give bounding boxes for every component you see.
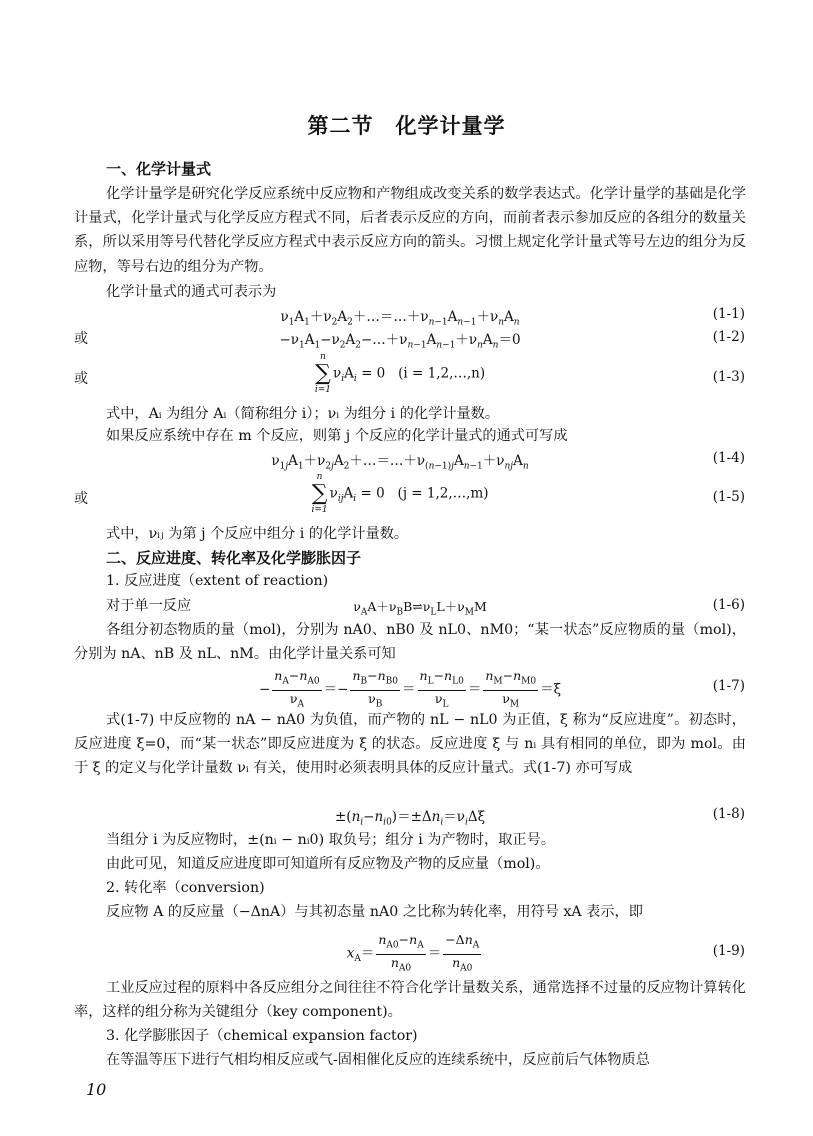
equation-1-4: $\nu_{1j}A_1+\nu_{2j}A_2+\dots=\dots+\nu_{(n-1)j}A_{n-1}+\nu_{nj}A_n$ (271, 453, 529, 472)
paragraph-conversion-definition: 反应物 A 的反应量（−ΔnA）与其初态量 nA0 之比称为转化率，用符号 xA 表示，即 (106, 904, 643, 920)
paragraph-single-reaction: 对于单一反应 (106, 598, 192, 614)
equation-1-2: $-\nu_1A_1-\nu_2A_2-\dots+\nu_{n-1}A_{n-1}+\nu_nA_n=0$ (279, 332, 521, 351)
equation-range: (i = 1,2,…,n) (398, 365, 486, 382)
equation-number: (1-8) (712, 806, 745, 822)
equation-1-7: − $\frac{n_A-n_{A0}}{\nu_A}$ ＝− $\frac{n_B-n_{B0}}{\nu_B}$ ＝ $\frac{n_L-n_{L0}}{\nu_L}$ ＝ $\frac{n_M-n_{M0}}{\nu_M}$ ＝ξ (258, 668, 562, 709)
paragraph-general-form: 化学计量式的通式可表示为 (106, 284, 277, 300)
paragraph-stoichiometry-intro: 化学计量学是研究化学反应系统中反应物和产物组成改变关系的数学表达式。化学计量学的基础是化学计量式，化学计量式与化学反应方程式不同，后者表示反应的方向，而前者表示参加反应的各组分的数量关系，所以采用等号代替化学反应方程式中表示反应方向的箭头。习惯上规定化学计量式等号左边的组分为反应物，等号右边的组分为产物。 (74, 186, 746, 275)
paragraph-initial-amounts: 各组分初态物质的量（mol)，分别为 nA0、nB0 及 nL0、nM0；“某一状态”反应物质的量（mol)，分别为 nA、nB 及 nL、nM。由化学计量关系可知 (74, 622, 746, 663)
equation-range: (j = 1,2,…,m) (397, 485, 489, 502)
equation-1-5: n ∑ i=1 $\nu_{ij}A_i = 0$ (j = 1,2,…,m) (311, 472, 489, 515)
equation-1-3: n ∑ i=1 $\nu_iA_i = 0$ (i = 1,2,…,n) (314, 352, 486, 395)
paragraph-where-ai: 式中，Aᵢ 为组分 Aᵢ（简称组分 i）；νᵢ 为组分 i 的化学计量数。 (106, 406, 500, 422)
or-label: 或 (74, 491, 88, 507)
equation-1-8: $\pm(n_i-n_{i0})=\pm\Delta n_i=\nu_i\Delta\xi$ (334, 809, 486, 828)
or-label: 或 (74, 371, 88, 387)
equation-number: (1-9) (712, 943, 745, 959)
equation-number: (1-2) (712, 329, 745, 345)
section-heading-1: 一、化学计量式 (106, 160, 212, 178)
paragraph-sign-rule: 当组分 i 为反应物时，±(nᵢ − nᵢ0) 取负号；组分 i 为产物时，取正号。 (106, 832, 556, 848)
equation-number: (1-4) (712, 450, 745, 466)
paragraph-where-nuij: 式中，νᵢⱼ 为第 j 个反应中组分 i 的化学计量数。 (106, 526, 409, 542)
equation-number: (1-6) (712, 597, 745, 613)
equation-1-1: $\nu_1A_1+\nu_2A_2+\dots=\dots+\nu_{n-1}A_{n-1}+\nu_nA_n$ (280, 309, 520, 328)
equation-1-9: $x_A=$ $\frac{n_{A0}-n_A}{n_{A0}}$ ＝ $\frac{-\Delta n_A}{n_{A0}}$ (346, 932, 480, 973)
equation-number: (1-3) (712, 369, 745, 385)
or-label: 或 (74, 331, 88, 347)
subsection-heading-2: 2. 转化率（conversion) (106, 880, 265, 896)
section-heading-2: 二、反应进度、转化率及化学膨胀因子 (106, 549, 362, 567)
equation-number: (1-7) (712, 678, 745, 694)
paragraph-expansion-factor: 在等温等压下进行气相均相反应或气-固相催化反应的连续系统中，反应前后气体物质总 (106, 1052, 650, 1068)
page-number: 10 (86, 1080, 107, 1099)
subsection-heading-1: 1. 反应进度（extent of reaction) (106, 573, 329, 589)
subsection-heading-3: 3. 化学膨胀因子（chemical expansion factor) (106, 1028, 418, 1044)
page-title: 第二节 化学计量学 (307, 114, 506, 138)
paragraph-key-component: 工业反应过程的原料中各反应组分之间往往不符合化学计量数关系，通常选择不过量的反应物计算转化率，这样的组分称为关键组分（key component)。 (74, 980, 746, 1021)
paragraph-multiple-reactions: 如果反应系统中存在 m 个反应，则第 j 个反应的化学计量式的通式可写成 (106, 428, 568, 444)
equation-number: (1-1) (712, 306, 745, 322)
equation-1-6: $\nu_AA+\nu_BB\rightleftharpoons\nu_LL+\nu_MM$ (353, 599, 487, 618)
equation-number: (1-5) (712, 489, 745, 505)
paragraph-consequence: 由此可见，知道反应进度即可知道所有反应物及产物的反应量（mol)。 (106, 856, 550, 872)
paragraph-extent-definition: 式(1-7) 中反应物的 nA − nA0 为负值，而产物的 nL − nL0 为正值，ξ 称为“反应进度”。初态时，反应进度 ξ=0，而“某一状态”即反应进度为 ξ 的状态。反应进度 ξ 与 nᵢ 具有相同的单位，即为 mol。由于 ξ 的定义与化学计量数 νᵢ 有关，使用时必须表明具体的反应计量式。式(1-7) 亦可写成 (74, 712, 746, 777)
